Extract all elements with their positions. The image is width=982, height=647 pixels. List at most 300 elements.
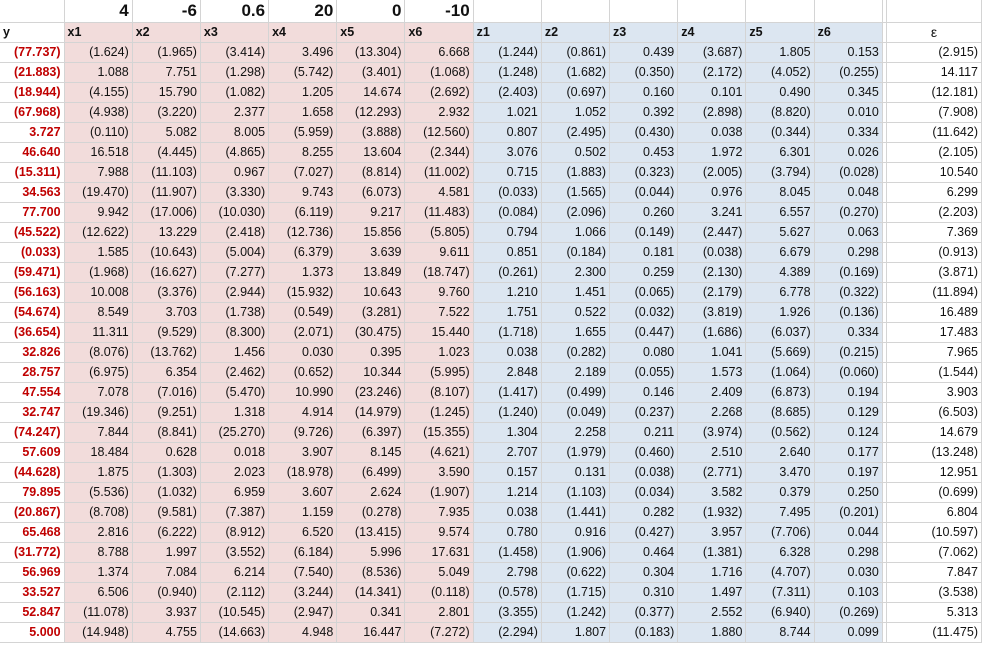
x3-cell[interactable]: 0.967 <box>200 162 268 182</box>
x4-cell[interactable]: 3.607 <box>269 482 337 502</box>
x6-cell[interactable]: 9.760 <box>405 282 473 302</box>
z3-cell[interactable]: (0.034) <box>610 482 678 502</box>
x6-cell[interactable]: (5.995) <box>405 362 473 382</box>
x6-cell[interactable]: (12.560) <box>405 122 473 142</box>
z3-cell[interactable]: (0.237) <box>610 402 678 422</box>
x3-cell[interactable]: (8.912) <box>200 522 268 542</box>
x4-cell[interactable]: (15.932) <box>269 282 337 302</box>
z5-cell[interactable]: 7.495 <box>746 502 814 522</box>
z6-cell[interactable]: (0.270) <box>814 202 882 222</box>
x5-cell[interactable]: (12.293) <box>337 102 405 122</box>
z1-cell[interactable]: 0.038 <box>473 502 541 522</box>
z5-cell[interactable]: (3.794) <box>746 162 814 182</box>
x5-cell[interactable]: (6.073) <box>337 182 405 202</box>
epsilon-cell[interactable]: (11.642) <box>886 122 981 142</box>
x1-cell[interactable]: (1.968) <box>64 262 132 282</box>
z5-cell[interactable]: (8.820) <box>746 102 814 122</box>
x5-cell[interactable]: (30.475) <box>337 322 405 342</box>
x3-cell[interactable]: 6.959 <box>200 482 268 502</box>
z1-cell[interactable]: 1.751 <box>473 302 541 322</box>
x1-cell[interactable]: 7.844 <box>64 422 132 442</box>
epsilon-cell[interactable]: (11.894) <box>886 282 981 302</box>
z1-cell[interactable]: 3.076 <box>473 142 541 162</box>
x1-cell[interactable]: 1.875 <box>64 462 132 482</box>
x2-cell[interactable]: 3.703 <box>132 302 200 322</box>
x1-cell[interactable]: (0.110) <box>64 122 132 142</box>
z6-cell[interactable]: 0.010 <box>814 102 882 122</box>
y-cell[interactable]: (0.033) <box>0 242 64 262</box>
x1-cell[interactable]: 1.585 <box>64 242 132 262</box>
y-cell[interactable]: 33.527 <box>0 582 64 602</box>
header-z6[interactable]: z6 <box>814 22 882 42</box>
epsilon-cell[interactable]: 6.299 <box>886 182 981 202</box>
epsilon-cell[interactable]: 14.117 <box>886 62 981 82</box>
x4-cell[interactable]: (6.119) <box>269 202 337 222</box>
x2-cell[interactable]: 6.354 <box>132 362 200 382</box>
z2-cell[interactable]: 2.300 <box>541 262 609 282</box>
z2-cell[interactable]: 1.052 <box>541 102 609 122</box>
z1-cell[interactable]: 0.807 <box>473 122 541 142</box>
x5-cell[interactable]: 2.624 <box>337 482 405 502</box>
z6-cell[interactable]: 0.048 <box>814 182 882 202</box>
z2-cell[interactable]: 0.502 <box>541 142 609 162</box>
z6-cell[interactable]: 0.103 <box>814 582 882 602</box>
x6-cell[interactable]: (2.344) <box>405 142 473 162</box>
epsilon-cell[interactable]: 7.369 <box>886 222 981 242</box>
header-epsilon[interactable]: ε <box>886 22 981 42</box>
z6-cell[interactable]: 0.345 <box>814 82 882 102</box>
z4-cell[interactable]: (2.898) <box>678 102 746 122</box>
z3-cell[interactable]: 0.080 <box>610 342 678 362</box>
epsilon-cell[interactable]: 17.483 <box>886 322 981 342</box>
x4-cell[interactable]: 1.658 <box>269 102 337 122</box>
x6-cell[interactable]: (11.483) <box>405 202 473 222</box>
z3-cell[interactable]: 0.392 <box>610 102 678 122</box>
z1-cell[interactable]: (0.084) <box>473 202 541 222</box>
epsilon-cell[interactable]: (3.538) <box>886 582 981 602</box>
x1-cell[interactable]: (11.078) <box>64 602 132 622</box>
z5-cell[interactable]: 0.490 <box>746 82 814 102</box>
x3-cell[interactable]: (5.004) <box>200 242 268 262</box>
epsilon-cell[interactable]: (0.699) <box>886 482 981 502</box>
x6-cell[interactable]: 17.631 <box>405 542 473 562</box>
x1-cell[interactable]: 9.942 <box>64 202 132 222</box>
z5-cell[interactable]: (5.669) <box>746 342 814 362</box>
z3-cell[interactable]: (0.032) <box>610 302 678 322</box>
z1-cell[interactable]: (1.718) <box>473 322 541 342</box>
z5-cell[interactable]: 4.389 <box>746 262 814 282</box>
z1-cell[interactable]: 1.214 <box>473 482 541 502</box>
x2-cell[interactable]: (16.627) <box>132 262 200 282</box>
header-z4[interactable]: z4 <box>678 22 746 42</box>
z4-cell[interactable]: (2.179) <box>678 282 746 302</box>
header-x4[interactable]: x4 <box>269 22 337 42</box>
z6-cell[interactable]: 0.099 <box>814 622 882 642</box>
x2-cell[interactable]: (4.445) <box>132 142 200 162</box>
z6-cell[interactable]: 0.334 <box>814 322 882 342</box>
epsilon-cell[interactable]: 7.965 <box>886 342 981 362</box>
x3-cell[interactable]: (3.414) <box>200 42 268 62</box>
z4-cell[interactable]: 2.552 <box>678 602 746 622</box>
z3-cell[interactable]: 0.146 <box>610 382 678 402</box>
z4-cell[interactable]: (1.686) <box>678 322 746 342</box>
z4-cell[interactable]: (0.038) <box>678 242 746 262</box>
z1-cell[interactable]: (0.261) <box>473 262 541 282</box>
z2-cell[interactable]: (1.682) <box>541 62 609 82</box>
x3-cell[interactable]: (2.944) <box>200 282 268 302</box>
x4-cell[interactable]: 6.520 <box>269 522 337 542</box>
x2-cell[interactable]: (0.940) <box>132 582 200 602</box>
z2-cell[interactable]: (1.906) <box>541 542 609 562</box>
y-cell[interactable]: 32.747 <box>0 402 64 422</box>
z3-cell[interactable]: (0.323) <box>610 162 678 182</box>
x1-cell[interactable]: 8.788 <box>64 542 132 562</box>
z3-cell[interactable]: 0.160 <box>610 82 678 102</box>
x5-cell[interactable]: 13.849 <box>337 262 405 282</box>
x4-cell[interactable]: (0.549) <box>269 302 337 322</box>
y-cell[interactable]: 3.727 <box>0 122 64 142</box>
x5-cell[interactable]: 13.604 <box>337 142 405 162</box>
z1-cell[interactable]: 0.780 <box>473 522 541 542</box>
x6-cell[interactable]: 9.611 <box>405 242 473 262</box>
x5-cell[interactable]: (13.304) <box>337 42 405 62</box>
z4-cell[interactable]: (2.130) <box>678 262 746 282</box>
x6-cell[interactable]: 7.522 <box>405 302 473 322</box>
x1-cell[interactable]: 18.484 <box>64 442 132 462</box>
z1-cell[interactable]: (3.355) <box>473 602 541 622</box>
z6-cell[interactable]: 0.030 <box>814 562 882 582</box>
x5-cell[interactable]: 16.447 <box>337 622 405 642</box>
z6-cell[interactable]: (0.169) <box>814 262 882 282</box>
x2-cell[interactable]: 5.082 <box>132 122 200 142</box>
z6-cell[interactable]: 0.197 <box>814 462 882 482</box>
z6-cell[interactable]: 0.153 <box>814 42 882 62</box>
x4-cell[interactable]: 0.030 <box>269 342 337 362</box>
epsilon-cell[interactable]: (2.915) <box>886 42 981 62</box>
x5-cell[interactable]: (13.415) <box>337 522 405 542</box>
z4-cell[interactable]: (3.819) <box>678 302 746 322</box>
z1-cell[interactable]: 0.851 <box>473 242 541 262</box>
x1-cell[interactable]: (4.155) <box>64 82 132 102</box>
z1-cell[interactable]: (1.240) <box>473 402 541 422</box>
x5-cell[interactable]: 10.344 <box>337 362 405 382</box>
z3-cell[interactable]: 0.211 <box>610 422 678 442</box>
x6-cell[interactable]: (1.907) <box>405 482 473 502</box>
z5-cell[interactable]: 5.627 <box>746 222 814 242</box>
empty-cell[interactable] <box>678 0 746 22</box>
epsilon-cell[interactable]: 16.489 <box>886 302 981 322</box>
coefficient-x5[interactable]: 0 <box>337 0 405 22</box>
z5-cell[interactable]: (6.037) <box>746 322 814 342</box>
x2-cell[interactable]: (11.907) <box>132 182 200 202</box>
y-cell[interactable]: (56.163) <box>0 282 64 302</box>
x3-cell[interactable]: (1.298) <box>200 62 268 82</box>
z2-cell[interactable]: (1.565) <box>541 182 609 202</box>
x5-cell[interactable]: 14.674 <box>337 82 405 102</box>
z6-cell[interactable]: (0.269) <box>814 602 882 622</box>
empty-cell[interactable] <box>746 0 814 22</box>
x2-cell[interactable]: (17.006) <box>132 202 200 222</box>
x5-cell[interactable]: 0.341 <box>337 602 405 622</box>
y-cell[interactable]: (45.522) <box>0 222 64 242</box>
empty-cell[interactable] <box>814 0 882 22</box>
x1-cell[interactable]: 6.506 <box>64 582 132 602</box>
z2-cell[interactable]: 0.131 <box>541 462 609 482</box>
x4-cell[interactable]: (6.184) <box>269 542 337 562</box>
x4-cell[interactable]: 4.914 <box>269 402 337 422</box>
x2-cell[interactable]: 13.229 <box>132 222 200 242</box>
header-x1[interactable]: x1 <box>64 22 132 42</box>
x2-cell[interactable]: 7.084 <box>132 562 200 582</box>
x6-cell[interactable]: (5.805) <box>405 222 473 242</box>
y-cell[interactable]: 65.468 <box>0 522 64 542</box>
z2-cell[interactable]: (1.103) <box>541 482 609 502</box>
x6-cell[interactable]: (8.107) <box>405 382 473 402</box>
x4-cell[interactable]: 9.743 <box>269 182 337 202</box>
x2-cell[interactable]: (7.016) <box>132 382 200 402</box>
y-cell[interactable]: (15.311) <box>0 162 64 182</box>
x3-cell[interactable]: 1.318 <box>200 402 268 422</box>
x5-cell[interactable]: (3.888) <box>337 122 405 142</box>
z1-cell[interactable]: (2.403) <box>473 82 541 102</box>
z1-cell[interactable]: 1.021 <box>473 102 541 122</box>
header-y[interactable]: y <box>0 22 64 42</box>
z3-cell[interactable]: 0.259 <box>610 262 678 282</box>
z5-cell[interactable]: 6.301 <box>746 142 814 162</box>
epsilon-cell[interactable]: (6.503) <box>886 402 981 422</box>
x6-cell[interactable]: 9.574 <box>405 522 473 542</box>
x5-cell[interactable]: 5.996 <box>337 542 405 562</box>
x4-cell[interactable]: (3.244) <box>269 582 337 602</box>
z4-cell[interactable]: 1.041 <box>678 342 746 362</box>
x5-cell[interactable]: 10.643 <box>337 282 405 302</box>
z1-cell[interactable]: 0.715 <box>473 162 541 182</box>
x6-cell[interactable]: 5.049 <box>405 562 473 582</box>
z4-cell[interactable]: (3.974) <box>678 422 746 442</box>
x6-cell[interactable]: 6.668 <box>405 42 473 62</box>
x2-cell[interactable]: (13.762) <box>132 342 200 362</box>
x5-cell[interactable]: 8.145 <box>337 442 405 462</box>
x5-cell[interactable]: (6.499) <box>337 462 405 482</box>
x4-cell[interactable]: (2.947) <box>269 602 337 622</box>
x2-cell[interactable]: (3.376) <box>132 282 200 302</box>
z6-cell[interactable]: (0.028) <box>814 162 882 182</box>
epsilon-cell[interactable]: (11.475) <box>886 622 981 642</box>
x1-cell[interactable]: (5.536) <box>64 482 132 502</box>
header-z3[interactable]: z3 <box>610 22 678 42</box>
x5-cell[interactable]: (14.979) <box>337 402 405 422</box>
y-cell[interactable]: (59.471) <box>0 262 64 282</box>
y-cell[interactable]: (21.883) <box>0 62 64 82</box>
x4-cell[interactable]: (0.652) <box>269 362 337 382</box>
z2-cell[interactable]: 0.916 <box>541 522 609 542</box>
x6-cell[interactable]: 7.935 <box>405 502 473 522</box>
z3-cell[interactable]: (0.055) <box>610 362 678 382</box>
x3-cell[interactable]: (1.082) <box>200 82 268 102</box>
y-cell[interactable]: 77.700 <box>0 202 64 222</box>
coefficient-x4[interactable]: 20 <box>269 0 337 22</box>
z2-cell[interactable]: 2.258 <box>541 422 609 442</box>
x3-cell[interactable]: 2.377 <box>200 102 268 122</box>
y-cell[interactable]: 46.640 <box>0 142 64 162</box>
x2-cell[interactable]: 3.937 <box>132 602 200 622</box>
header-z5[interactable]: z5 <box>746 22 814 42</box>
z5-cell[interactable]: (7.311) <box>746 582 814 602</box>
x4-cell[interactable]: (2.071) <box>269 322 337 342</box>
epsilon-cell[interactable]: (13.248) <box>886 442 981 462</box>
x3-cell[interactable]: 8.005 <box>200 122 268 142</box>
x1-cell[interactable]: 1.088 <box>64 62 132 82</box>
x3-cell[interactable]: 0.018 <box>200 442 268 462</box>
epsilon-cell[interactable]: (0.913) <box>886 242 981 262</box>
z3-cell[interactable]: (0.377) <box>610 602 678 622</box>
x5-cell[interactable]: (23.246) <box>337 382 405 402</box>
z5-cell[interactable]: (1.064) <box>746 362 814 382</box>
z2-cell[interactable]: 1.066 <box>541 222 609 242</box>
y-cell[interactable]: (54.674) <box>0 302 64 322</box>
z6-cell[interactable]: 0.194 <box>814 382 882 402</box>
x6-cell[interactable]: 3.590 <box>405 462 473 482</box>
z1-cell[interactable]: (0.578) <box>473 582 541 602</box>
x4-cell[interactable]: 4.948 <box>269 622 337 642</box>
x1-cell[interactable]: (1.624) <box>64 42 132 62</box>
x1-cell[interactable]: (19.470) <box>64 182 132 202</box>
epsilon-cell[interactable]: 3.903 <box>886 382 981 402</box>
z4-cell[interactable]: (3.687) <box>678 42 746 62</box>
z1-cell[interactable]: (1.458) <box>473 542 541 562</box>
x3-cell[interactable]: 2.023 <box>200 462 268 482</box>
y-cell[interactable]: 28.757 <box>0 362 64 382</box>
x6-cell[interactable]: 1.023 <box>405 342 473 362</box>
x4-cell[interactable]: 10.990 <box>269 382 337 402</box>
x5-cell[interactable]: (0.278) <box>337 502 405 522</box>
x5-cell[interactable]: (3.401) <box>337 62 405 82</box>
z1-cell[interactable]: (1.248) <box>473 62 541 82</box>
x5-cell[interactable]: 15.856 <box>337 222 405 242</box>
z5-cell[interactable]: 2.640 <box>746 442 814 462</box>
z2-cell[interactable]: (1.441) <box>541 502 609 522</box>
epsilon-cell[interactable]: (7.908) <box>886 102 981 122</box>
z2-cell[interactable]: (0.049) <box>541 402 609 422</box>
x2-cell[interactable]: (6.222) <box>132 522 200 542</box>
y-cell[interactable]: 56.969 <box>0 562 64 582</box>
x3-cell[interactable]: 1.456 <box>200 342 268 362</box>
y-cell[interactable]: 57.609 <box>0 442 64 462</box>
epsilon-cell[interactable]: (1.544) <box>886 362 981 382</box>
x1-cell[interactable]: (4.938) <box>64 102 132 122</box>
empty-cell[interactable] <box>473 0 541 22</box>
z2-cell[interactable]: (1.715) <box>541 582 609 602</box>
header-x6[interactable]: x6 <box>405 22 473 42</box>
z1-cell[interactable]: 1.304 <box>473 422 541 442</box>
epsilon-cell[interactable]: (12.181) <box>886 82 981 102</box>
z5-cell[interactable]: 1.926 <box>746 302 814 322</box>
x1-cell[interactable]: 8.549 <box>64 302 132 322</box>
x4-cell[interactable]: (7.540) <box>269 562 337 582</box>
y-cell[interactable]: (31.772) <box>0 542 64 562</box>
x6-cell[interactable]: 2.801 <box>405 602 473 622</box>
x6-cell[interactable]: (4.621) <box>405 442 473 462</box>
y-cell[interactable]: 79.895 <box>0 482 64 502</box>
header-x3[interactable]: x3 <box>200 22 268 42</box>
x2-cell[interactable]: 4.755 <box>132 622 200 642</box>
z1-cell[interactable]: 0.038 <box>473 342 541 362</box>
x5-cell[interactable]: (8.536) <box>337 562 405 582</box>
x3-cell[interactable]: (10.030) <box>200 202 268 222</box>
epsilon-cell[interactable]: (2.203) <box>886 202 981 222</box>
z5-cell[interactable]: 6.557 <box>746 202 814 222</box>
z4-cell[interactable]: 1.880 <box>678 622 746 642</box>
x4-cell[interactable]: 1.373 <box>269 262 337 282</box>
x4-cell[interactable]: (12.736) <box>269 222 337 242</box>
epsilon-cell[interactable]: (7.062) <box>886 542 981 562</box>
z2-cell[interactable]: (0.499) <box>541 382 609 402</box>
x3-cell[interactable]: (25.270) <box>200 422 268 442</box>
z1-cell[interactable]: 0.157 <box>473 462 541 482</box>
y-cell[interactable]: (67.968) <box>0 102 64 122</box>
z1-cell[interactable]: (0.033) <box>473 182 541 202</box>
z3-cell[interactable]: (0.183) <box>610 622 678 642</box>
z4-cell[interactable]: 2.409 <box>678 382 746 402</box>
x2-cell[interactable]: (10.643) <box>132 242 200 262</box>
header-x5[interactable]: x5 <box>337 22 405 42</box>
x4-cell[interactable]: 3.496 <box>269 42 337 62</box>
empty-cell[interactable] <box>541 0 609 22</box>
x4-cell[interactable]: (18.978) <box>269 462 337 482</box>
z2-cell[interactable]: 2.189 <box>541 362 609 382</box>
z4-cell[interactable]: 3.957 <box>678 522 746 542</box>
z1-cell[interactable]: 2.707 <box>473 442 541 462</box>
z5-cell[interactable]: 6.679 <box>746 242 814 262</box>
z6-cell[interactable]: (0.255) <box>814 62 882 82</box>
x3-cell[interactable]: (3.330) <box>200 182 268 202</box>
z5-cell[interactable]: (4.707) <box>746 562 814 582</box>
x3-cell[interactable]: (14.663) <box>200 622 268 642</box>
z2-cell[interactable]: (0.861) <box>541 42 609 62</box>
x1-cell[interactable]: (6.975) <box>64 362 132 382</box>
z3-cell[interactable]: 0.260 <box>610 202 678 222</box>
y-cell[interactable]: (36.654) <box>0 322 64 342</box>
z1-cell[interactable]: (2.294) <box>473 622 541 642</box>
z2-cell[interactable]: 1.807 <box>541 622 609 642</box>
x6-cell[interactable]: (1.245) <box>405 402 473 422</box>
x3-cell[interactable]: 6.214 <box>200 562 268 582</box>
epsilon-cell[interactable]: (3.871) <box>886 262 981 282</box>
coefficient-x3[interactable]: 0.6 <box>200 0 268 22</box>
x5-cell[interactable]: 3.639 <box>337 242 405 262</box>
z6-cell[interactable]: 0.298 <box>814 542 882 562</box>
z3-cell[interactable]: (0.350) <box>610 62 678 82</box>
x4-cell[interactable]: 8.255 <box>269 142 337 162</box>
x3-cell[interactable]: (10.545) <box>200 602 268 622</box>
z1-cell[interactable]: 1.210 <box>473 282 541 302</box>
epsilon-cell[interactable]: 6.804 <box>886 502 981 522</box>
z5-cell[interactable]: (0.344) <box>746 122 814 142</box>
x3-cell[interactable]: (5.470) <box>200 382 268 402</box>
x2-cell[interactable]: (9.581) <box>132 502 200 522</box>
z3-cell[interactable]: 0.310 <box>610 582 678 602</box>
epsilon-cell[interactable]: 7.847 <box>886 562 981 582</box>
z5-cell[interactable]: 0.379 <box>746 482 814 502</box>
empty-cell[interactable] <box>610 0 678 22</box>
z5-cell[interactable]: 6.328 <box>746 542 814 562</box>
z4-cell[interactable]: 3.582 <box>678 482 746 502</box>
coefficient-label-cell[interactable] <box>0 0 64 22</box>
z5-cell[interactable]: (6.873) <box>746 382 814 402</box>
z6-cell[interactable]: 0.250 <box>814 482 882 502</box>
x1-cell[interactable]: (14.948) <box>64 622 132 642</box>
header-x2[interactable]: x2 <box>132 22 200 42</box>
